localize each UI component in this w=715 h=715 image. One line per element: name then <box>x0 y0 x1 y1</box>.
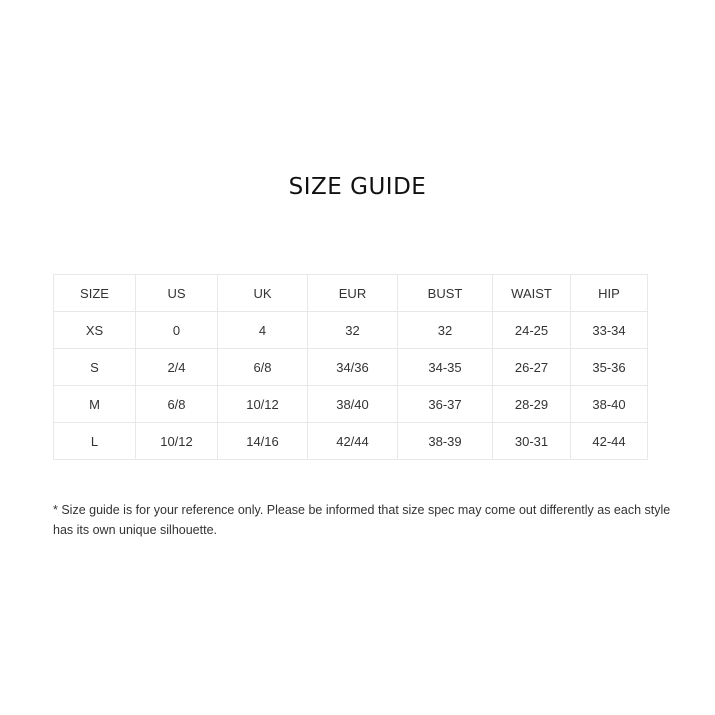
table-row <box>54 386 648 423</box>
table-cell: 0 <box>136 312 218 349</box>
table-cell: 42-44 <box>571 423 648 460</box>
table-cell: 32 <box>398 312 493 349</box>
column-header-bust: BUST <box>398 275 493 312</box>
size-disclaimer: * Size guide is for your reference only. Please be informed that size spec may come out differently as each style has its own unique silhouette. <box>53 503 671 537</box>
table-cell: 24-25 <box>493 312 571 349</box>
table-cell: 2/4 <box>136 349 218 386</box>
table-cell: 38-39 <box>398 423 493 460</box>
table-cell: 14/16 <box>218 423 308 460</box>
table-cell: 30-31 <box>493 423 571 460</box>
table-cell: L <box>54 423 136 460</box>
table-cell: 42/44 <box>308 423 398 460</box>
table-cell: 33-34 <box>571 312 648 349</box>
column-header-hip: HIP <box>571 275 648 312</box>
table-cell: 32 <box>308 312 398 349</box>
table-header-row <box>54 275 648 312</box>
table-cell: S <box>54 349 136 386</box>
page-title: SIZE GUIDE <box>288 174 427 200</box>
column-header-eur: EUR <box>308 275 398 312</box>
table-cell: 26-27 <box>493 349 571 386</box>
table-cell: 38-40 <box>571 386 648 423</box>
column-header-waist: WAIST <box>493 275 571 312</box>
table-cell: 35-36 <box>571 349 648 386</box>
table-cell: 10/12 <box>136 423 218 460</box>
table-row <box>54 349 648 386</box>
table-row <box>54 312 648 349</box>
column-header-size: SIZE <box>54 275 136 312</box>
table-cell: 36-37 <box>398 386 493 423</box>
table-cell: 28-29 <box>493 386 571 423</box>
table-cell: 4 <box>218 312 308 349</box>
table-cell: 34/36 <box>308 349 398 386</box>
size-table <box>53 274 648 460</box>
table-cell: M <box>54 386 136 423</box>
column-header-us: US <box>136 275 218 312</box>
table-cell: 38/40 <box>308 386 398 423</box>
table-row <box>54 423 648 460</box>
table-cell: 34-35 <box>398 349 493 386</box>
column-header-uk: UK <box>218 275 308 312</box>
table-cell: 6/8 <box>136 386 218 423</box>
table-cell: 10/12 <box>218 386 308 423</box>
table-cell: XS <box>54 312 136 349</box>
table-cell: 6/8 <box>218 349 308 386</box>
